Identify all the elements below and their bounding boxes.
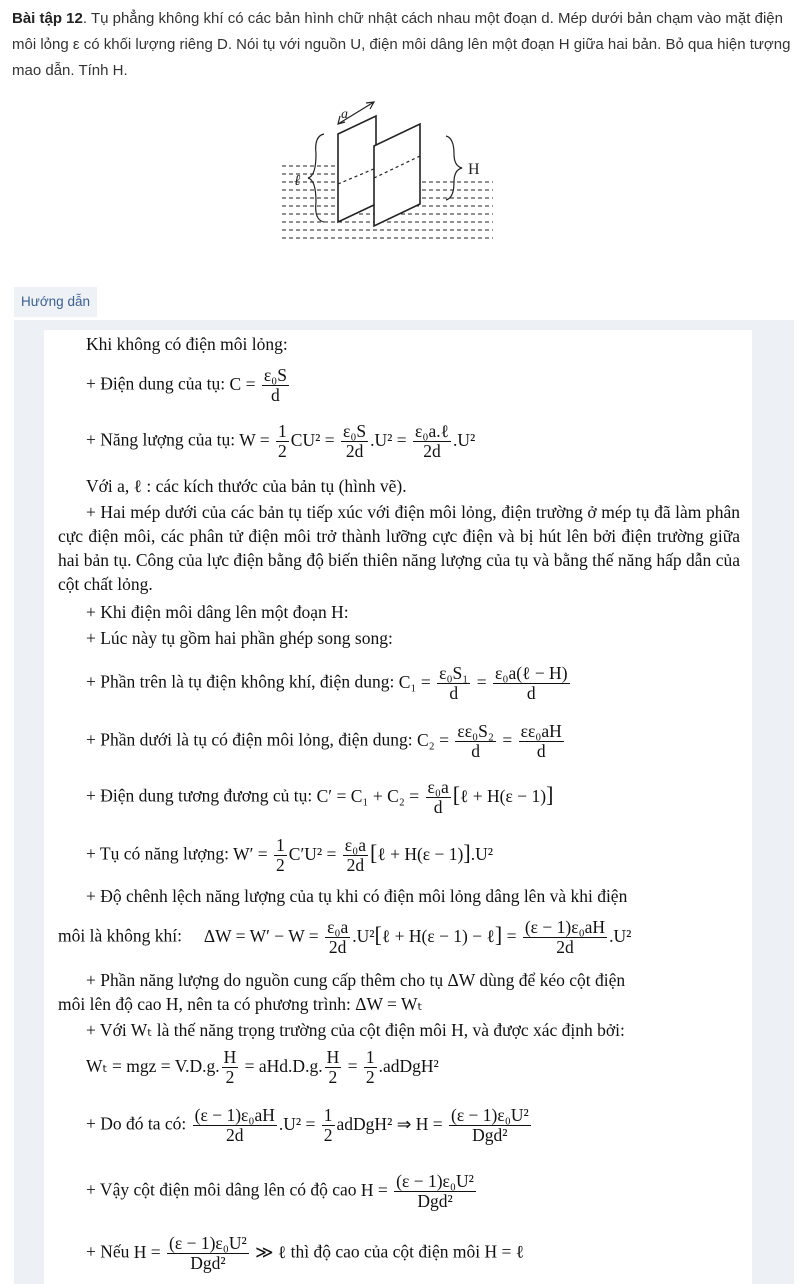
problem-statement — [12, 6, 792, 84]
solution-line-10-text: + Điện dung tương đương củ tụ: — [86, 785, 313, 806]
solution-line-11-text: + Tụ có năng lượng: — [86, 843, 229, 864]
solution-line-6: + Khi điện môi dâng lên một đoạn H: — [86, 602, 349, 622]
solution-line-10: + Điện dung tương đương củ tụ: C′ = C₁ + C₂ = $\frac{\text{ε₀a}}{d}$ [ℓ + H(ε − 1)] — [86, 777, 554, 817]
capacitor-diagram — [278, 94, 508, 254]
solution-line-1: Khi không có điện môi lỏng: — [86, 334, 288, 354]
solution-line-18-text-b: thì độ cao của cột điện môi H = ℓ — [290, 1241, 525, 1262]
label-l: ℓ — [294, 173, 301, 189]
solution-line-18-text-a: + Nếu — [86, 1241, 130, 1262]
solution-line-17-text: + Vậy cột điện môi dâng lên có độ cao — [86, 1179, 357, 1200]
solution-line-3: + Năng lượng của tụ: W = $\frac{1}{2}$ CU² = $\frac{\text{ε₀S}}{2d}$ .U² = ε₀a.ℓ 2d .U² — [86, 421, 476, 461]
solution-line-16: + Do đó ta có: $\frac{\text{(ε − 1)ε₀aH}}{2d}$ .U² = $\frac{1}{2}$ adDgH² ⇒ H = (ε − 1)ε₀U² Dgd² — [86, 1105, 529, 1145]
solution-line-16-text: + Do đó ta có: — [86, 1113, 187, 1134]
solution-line-4: Với a, ℓ : các kích thước của bản tụ (hình vẽ). — [86, 476, 407, 496]
solution-line-11: + Tụ có năng lượng: W′ = $\frac{1}{2}$ C′U² = $\frac{\text{ε₀a}}{2d}$ [ℓ + H(ε − 1)].U² — [86, 835, 493, 875]
solution-line-15: Wₜ = mgz = V.D.g. $\frac{H}{2}$ = aHd.D.g. $\frac{H}{2}$ = $\frac{1}{2}$ .adDgH² — [86, 1047, 439, 1087]
solution-line-8: + Phần trên là tụ điện không khí, điện dung: C₁ = $\frac{\text{ε₀S₁}}{d}$ = ε₀a(ℓ − H) d — [86, 663, 568, 703]
solution-line-9-text: + Phần dưới là tụ có điện môi lỏng, điện dung: — [86, 729, 413, 750]
label-h: H — [468, 161, 480, 178]
solution-line-14: + Với Wₜ là thế năng trọng trường của cột điện môi H, và được xác định bởi: — [86, 1020, 625, 1040]
solution-line-12b: môi là không khí: ΔW = W′ − W = $\frac{\text{ε₀a}}{2d}$ .U²[ℓ + H(ε − 1) − ℓ] = $\frac{\text{(ε − 1)ε₀aH}}{2d}$ .U² — [58, 917, 632, 957]
solution-line-2-text: + Điện dung của tụ: — [86, 373, 226, 394]
solution-line-9: + Phần dưới là tụ có điện môi lỏng, điện dung: C₂ = $\frac{\text{εε₀S₂}}{d}$ = $\frac{\text{εε₀aH}}{d}$ — [86, 721, 562, 761]
solution-line-13b: môi lên độ cao H, nên ta có phương trình: ΔW = Wₜ — [58, 994, 423, 1014]
solution-line-12b-text: môi là không khí: — [58, 925, 182, 946]
solution-paragraph-5: + Hai mép dưới của các bản tụ tiếp xúc với điện môi lỏng, điện trường ở mép tụ đã làm phân cực điện môi, các phân tử điện môi trở thành lưỡng cực điện và bị hút lên bởi điện trường giữa hai bản tụ. Công của lực điện bằng độ biến thiên năng lượng của tụ và bằng thế năng hấp dẫn của cột chất lỏng. — [58, 502, 740, 594]
label-a: a — [341, 107, 348, 122]
solution-line-12a: + Độ chênh lệch năng lượng của tụ khi có điện môi lỏng dâng lên và khi điện — [86, 886, 628, 906]
solution-line-2: + Điện dung của tụ: C = $\frac{\text{ε₀S}}{d}$ — [86, 365, 288, 405]
solution-line-7: + Lúc này tụ gồm hai phần ghép song song: — [86, 628, 393, 648]
solution-line-8-text: + Phần trên là tụ điện không khí, điện dung: — [86, 671, 395, 692]
solution-line-18: + Nếu H = (ε − 1)ε₀U² Dgd² ≫ ℓ thì độ cao của cột điện môi H = ℓ — [86, 1233, 525, 1273]
problem-label: Bài tập 12 — [12, 10, 83, 27]
hint-button[interactable]: Hướng dẫn — [14, 287, 97, 317]
solution-line-17: + Vậy cột điện môi dâng lên có độ cao H = (ε − 1)ε₀U² Dgd² — [86, 1171, 474, 1211]
solution-line-3-text: + Năng lượng của tụ: — [86, 429, 236, 450]
solution-line-13a: + Phần năng lượng do nguồn cung cấp thêm cho tụ ΔW dùng để kéo cột điện — [86, 970, 626, 990]
capacitor-figure — [278, 94, 508, 254]
problem-text: . Tụ phẳng không khí có các bản hình chữ nhật cách nhau một đoạn d. Mép dưới bản chạm vào mặt điện môi lỏng ε có khối lượng riêng D. Nói tụ với nguồn U, điện môi dâng lên một đoạn H giữa hai bản. Bỏ qua hiện tượng mao dẫn. Tính H. — [12, 10, 791, 79]
